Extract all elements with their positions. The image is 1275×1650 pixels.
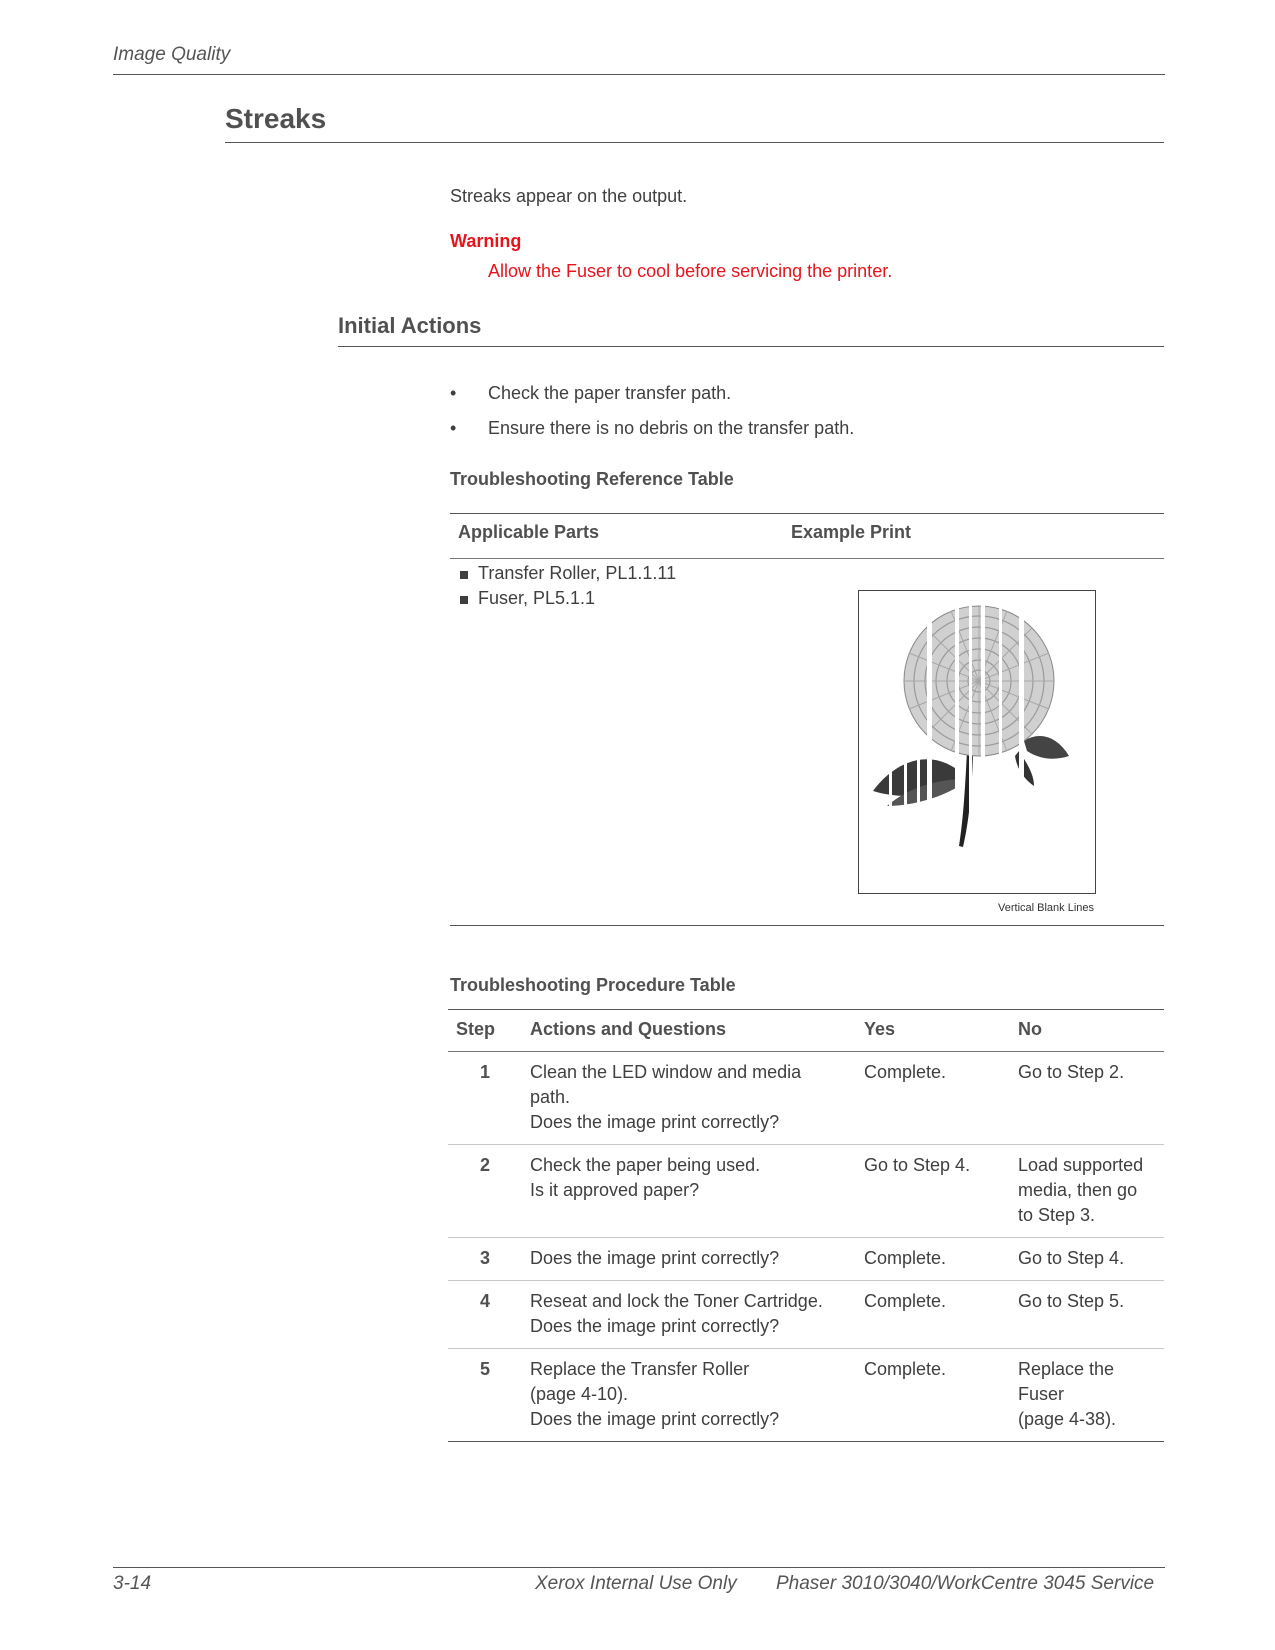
procedure-table-title: Troubleshooting Procedure Table [450, 975, 736, 995]
reference-table-title: Troubleshooting Reference Table [450, 469, 734, 489]
yes-cell: Complete. [856, 1281, 1010, 1349]
intro-text: Streaks appear on the output. [450, 186, 688, 206]
initial-actions-list [450, 383, 854, 453]
yes-cell: Complete. [856, 1052, 1010, 1145]
header-step: Step [448, 1010, 522, 1052]
footer-product: Phaser 3010/3040/WorkCentre 3045 Service [776, 1573, 1155, 1594]
no-cell: Go to Step 4. [1010, 1238, 1164, 1281]
example-print-image [858, 590, 1096, 894]
action-cell: Check the paper being used. Is it approved paper? [522, 1145, 856, 1238]
action-cell: Clean the LED window and media path. Does the image print correctly? [522, 1052, 856, 1145]
page-title: Streaks [225, 103, 327, 134]
yes-cell: Complete. [856, 1238, 1010, 1281]
flower-streaks-illustration [859, 591, 1095, 893]
warning-text: Allow the Fuser to cool before servicing the printer. [488, 261, 893, 281]
list-item: Fuser, PL5.1.1 [458, 588, 676, 613]
list-item: • Ensure there is no debris on the transfer path. [450, 418, 854, 453]
initial-actions-rule [338, 346, 1164, 347]
table-header-row [448, 1010, 1164, 1052]
footer-classification: Xerox Internal Use Only [535, 1573, 737, 1594]
header-actions: Actions and Questions [522, 1010, 856, 1052]
reference-table-top-rule [450, 513, 1164, 514]
list-item: • Check the paper transfer path. [450, 383, 854, 418]
step-number: 4 [448, 1281, 522, 1349]
footer-rule [113, 1567, 1165, 1568]
reference-table-bottom-rule [450, 925, 1164, 926]
step-number: 5 [479, 1359, 490, 1379]
step-number: 3 [448, 1238, 522, 1281]
step-number: 2 [448, 1145, 522, 1238]
running-header: Image Quality [113, 44, 231, 65]
reference-table-header-rule [450, 558, 1164, 559]
header-no: No [1010, 1010, 1164, 1052]
action-cell: Reseat and lock the Toner Cartridge. Does the image print correctly? [522, 1281, 856, 1349]
initial-actions-heading: Initial Actions [338, 313, 482, 338]
table-row [448, 1238, 1164, 1281]
action-cell: Does the image print correctly? [522, 1238, 856, 1281]
table-row [448, 1281, 1164, 1349]
header-yes: Yes [856, 1010, 1010, 1052]
table-row [448, 1052, 1164, 1145]
applicable-parts-list [458, 563, 676, 613]
table-row [448, 1349, 1164, 1442]
table-row [448, 1145, 1164, 1238]
page-number: 3-14 [113, 1573, 152, 1594]
no-cell: Replace the Fuser (page 4-38). [1018, 1359, 1117, 1429]
warning-label: Warning [450, 231, 522, 251]
reference-header-parts: Applicable Parts [458, 522, 600, 542]
yes-cell: Go to Step 4. [856, 1145, 1010, 1238]
yes-cell: Complete. [864, 1359, 947, 1379]
procedure-table [448, 1009, 1164, 1442]
action-cell: Replace the Transfer Roller (page 4-10). Does the image print correctly? [530, 1359, 780, 1429]
reference-header-example: Example Print [791, 522, 912, 542]
list-item: Transfer Roller, PL1.1.11 [458, 563, 676, 588]
step-number: 1 [448, 1052, 522, 1145]
no-cell: Load supported media, then go to Step 3. [1010, 1145, 1164, 1238]
header-rule [113, 74, 1165, 75]
no-cell: Go to Step 5. [1010, 1281, 1164, 1349]
title-rule [225, 142, 1164, 143]
example-print-caption: Vertical Blank Lines [998, 902, 1094, 914]
no-cell: Go to Step 2. [1010, 1052, 1164, 1145]
